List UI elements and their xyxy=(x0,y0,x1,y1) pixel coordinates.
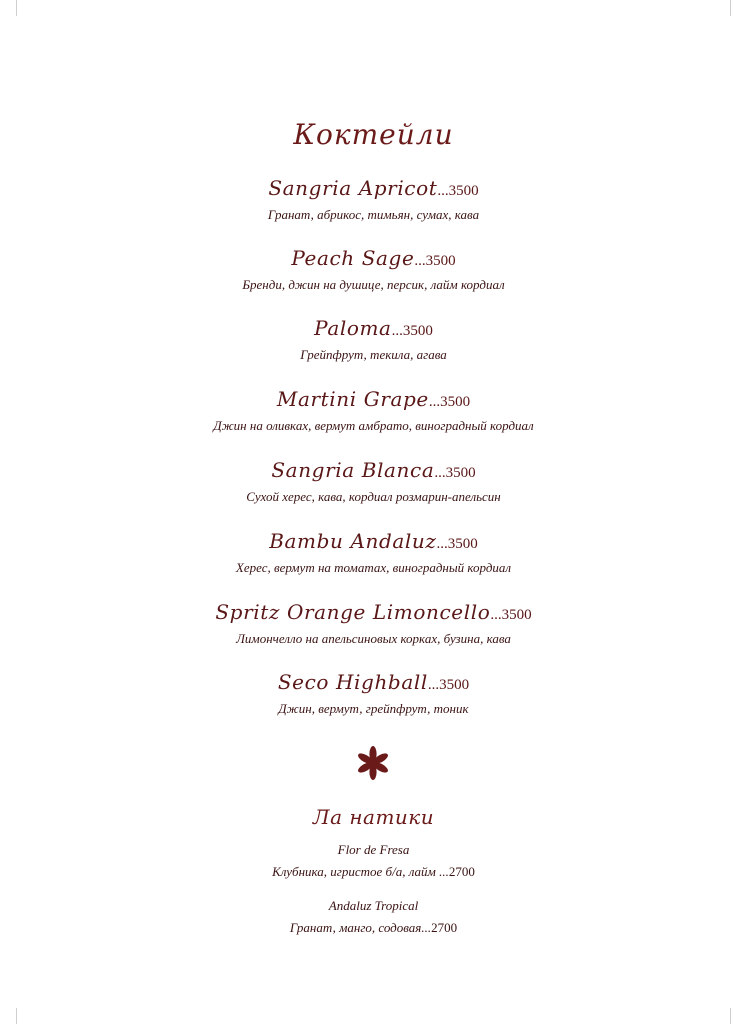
cocktail-price: 3500 xyxy=(445,465,476,481)
cocktail-price: 3500 xyxy=(448,183,479,199)
price-dots: ... xyxy=(391,323,403,339)
cocktail-name: Spritz Orange Limoncello xyxy=(215,600,491,624)
cocktail-name: Sangria Blanca xyxy=(271,458,435,482)
cocktail-price: 3500 xyxy=(439,677,470,693)
cocktail-description: Грейпфрут, текила, агава xyxy=(300,347,447,362)
soft-drink-line xyxy=(0,920,747,936)
soft-drink-description: Клубника, игристое б/а, лайм xyxy=(272,864,436,879)
cocktail-name: Sangria Apricot xyxy=(268,176,438,200)
flower-ornament-icon xyxy=(355,745,391,781)
soft-drink-description: Гранат, манго, содовая xyxy=(289,920,422,935)
cocktail-price: 3500 xyxy=(425,253,456,269)
cocktail-item xyxy=(0,670,747,717)
cocktail-item xyxy=(0,246,747,293)
cocktail-price: 3500 xyxy=(440,394,471,410)
soft-drink-price: 2700 xyxy=(431,920,458,935)
cocktail-name-line xyxy=(0,670,747,697)
cocktail-name-line xyxy=(0,316,747,343)
cocktail-name-line xyxy=(0,246,747,273)
price-dots: ... xyxy=(437,183,449,199)
cocktail-price: 3500 xyxy=(447,536,478,552)
cocktail-name: Peach Sage xyxy=(291,246,415,270)
price-dots: ... xyxy=(439,864,449,879)
cocktail-description: Гранат, абрикос, тимьян, сумах, кава xyxy=(267,207,480,222)
crop-mark-bottom-right xyxy=(730,1008,731,1024)
cocktail-name: Paloma xyxy=(314,316,392,340)
soft-drink-name: Flor de Fresa xyxy=(337,842,410,857)
cocktail-price: 3500 xyxy=(402,323,433,339)
cocktail-description: Бренди, джин на душице, персик, лайм кордиал xyxy=(242,277,505,292)
cocktail-name-line xyxy=(0,600,747,627)
cocktail-item xyxy=(0,176,747,223)
soft-drink-price: 2700 xyxy=(448,864,475,879)
cocktail-name-line xyxy=(0,176,747,203)
cocktail-name: Seco Highball xyxy=(277,670,428,694)
price-dots: ... xyxy=(490,607,502,623)
soft-drink-item xyxy=(0,842,747,880)
cocktail-description: Джин на оливках, вермут амбрато, виноградный кордиал xyxy=(213,418,534,433)
crop-mark-bottom-left xyxy=(16,1008,17,1024)
cocktail-description: Херес, вермут на томатах, виноградный кордиал xyxy=(235,560,512,575)
cocktail-item xyxy=(0,387,747,434)
soft-drink-item xyxy=(0,898,747,936)
cocktail-name-line xyxy=(0,387,747,414)
cocktail-item xyxy=(0,600,747,647)
cocktail-name: Bambu Andaluz xyxy=(269,529,437,553)
soft-drink-name: Andaluz Tropical xyxy=(328,898,419,913)
menu-title: Коктейли xyxy=(293,118,454,151)
cocktail-description: Лимончелло на апельсиновых корках, бузина, кава xyxy=(236,631,511,646)
cocktail-price: 3500 xyxy=(501,607,532,623)
cocktail-item xyxy=(0,316,747,363)
cocktail-description: Джин, вермут, грейпфрут, тоник xyxy=(278,701,469,716)
soft-drink-line xyxy=(0,864,747,880)
price-dots: ... xyxy=(436,536,448,552)
price-dots: ... xyxy=(414,253,426,269)
cocktail-name: Martini Grape xyxy=(276,387,429,411)
crop-mark-top-right xyxy=(730,0,731,16)
cocktail-item xyxy=(0,529,747,576)
price-dots: ... xyxy=(434,465,446,481)
section-title: Ла натики xyxy=(312,805,435,829)
cocktail-name-line xyxy=(0,458,747,485)
cocktail-name-line xyxy=(0,529,747,556)
cocktail-item xyxy=(0,458,747,505)
crop-mark-top-left xyxy=(16,0,17,16)
price-dots: ... xyxy=(421,920,432,935)
price-dots: ... xyxy=(428,394,441,410)
price-dots: ... xyxy=(427,677,440,693)
cocktail-description: Сухой херес, кава, кордиал розмарин-апельсин xyxy=(246,489,501,504)
